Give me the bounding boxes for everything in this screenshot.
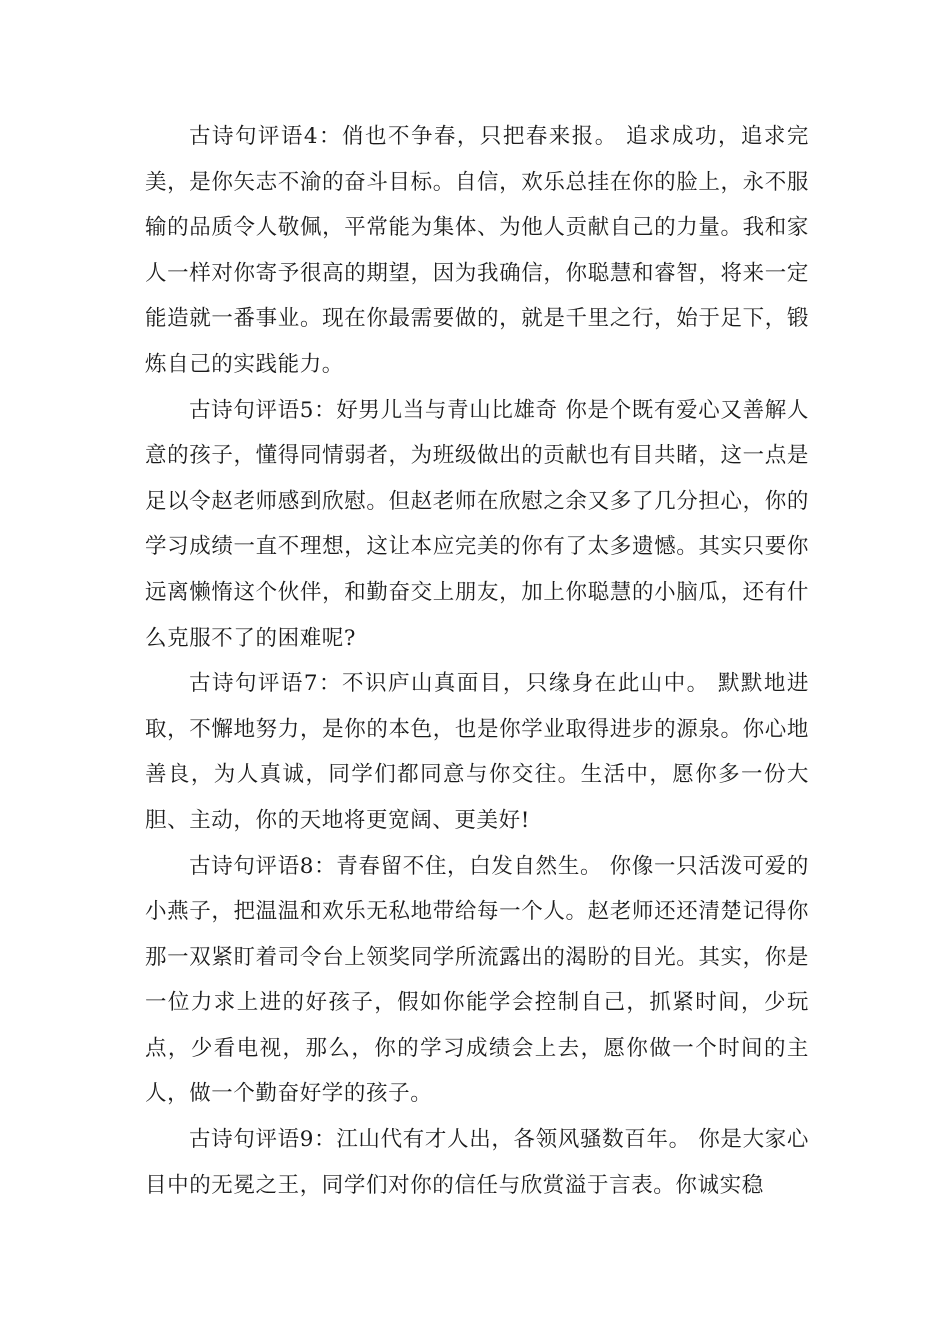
document-body	[145, 114, 809, 1208]
paragraph-comment-5: 古诗句评语5：好男儿当与青山比雄奇 你是个既有爱心又善解人意的孩子，懂得同情弱者，为班级做出的贡献也有目共睹，这一点是足以令赵老师感到欣慰。但赵老师在欣慰之余又多了几分担心，你的学习成绩一直不理想，这让本应完美的你有了太多遗憾。其实只要你远离懒惰这个伙伴，和勤奋交上朋友，加上你聪慧的小脑瓜，还有什么克服不了的困难呢?	[145, 397, 809, 651]
paragraph-comment-7: 古诗句评语7：不识庐山真面目，只缘身在此山中。 默默地进取，不懈地努力，是你的本色，也是你学业取得进步的源泉。你心地善良，为人真诚，同学们都同意与你交往。生活中，愿你多一份大胆、主动，你的天地将更宽阔、更美好!	[145, 671, 809, 833]
paragraph-comment-8: 古诗句评语8：青春留不住，白发自然生。 你像一只活泼可爱的小燕子，把温温和欢乐无私地带给每一个人。赵老师还还清楚记得你那一双紧盯着司令台上领奖同学所流露出的渴盼的目光。其实，你是一位力求上进的好孩子，假如你能学会控制自己，抓紧时间，少玩点，少看电视，那么，你的学习成绩会上去，愿你做一个时间的主人，做一个勤奋好学的孩子。	[145, 853, 809, 1107]
paragraph-comment-9: 古诗句评语9：江山代有才人出，各领风骚数百年。 你是大家心目中的无冕之王，同学们对你的信任与欣赏溢于言表。你诚实稳	[145, 1127, 809, 1198]
paragraph-comment-4: 古诗句评语4：俏也不争春，只把春来报。 追求成功，追求完美，是你矢志不渝的奋斗目标。自信，欢乐总挂在你的脸上，永不服输的品质令人敬佩，平常能为集体、为他人贡献自己的力量。我和家人一样对你寄予很高的期望，因为我确信，你聪慧和睿智，将来一定能造就一番事业。现在你最需要做的，就是千里之行，始于足下，锻炼自己的实践能力。	[145, 124, 809, 377]
